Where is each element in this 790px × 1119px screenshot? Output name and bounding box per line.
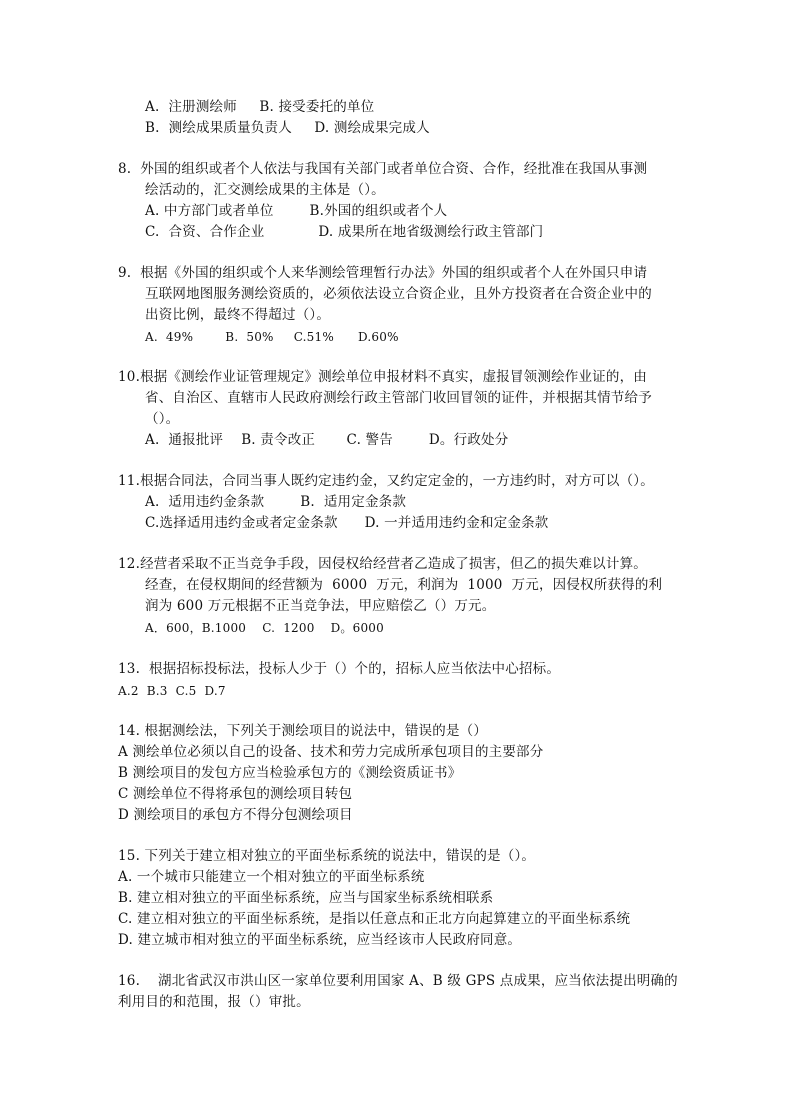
q11-text-line1: 11.根据合同法，合同当事人既约定违约金，又约定定金的，一方违约时，对方可以（）。	[118, 473, 654, 489]
q8-options-cd: C. 合资、合作企业 D. 成果所在地省级测绘行政主管部门	[145, 224, 544, 240]
q15-option-a: A. 一个城市只能建立一个相对独立的平面坐标系统	[118, 869, 425, 885]
q15-text-line1: 15. 下列关于建立相对独立的平面坐标系统的说法中，错误的是（）。	[118, 848, 536, 864]
q8-text-line1: 8. 外国的组织或者个人依法与我国有关部门或者单位合资、合作，经批准在我国从事测	[118, 161, 648, 177]
q14-option-d: D 测绘项目的承包方不得分包测绘项目	[118, 807, 353, 823]
q9-text-line2: 互联网地图服务测绘资质的，必须依法设立合资企业，且外方投资者在合资企业中的	[145, 286, 652, 302]
q8-options-ab: A. 中方部门或者单位 B.外国的组织或者个人	[145, 203, 448, 219]
q11-options-cd: C.选择适用违约金或者定金条款 D. 一并适用违约金和定金条款	[145, 515, 549, 531]
q16-text-line1: 16. 湖北省武汉市洪山区一家单位要利用国家 A、B 级 GPS 点成果，应当依法提出明确的	[118, 973, 678, 989]
q10-text-line3: （）。	[145, 411, 180, 427]
q11-options-ab: A. 适用违约金条款 B. 适用定金条款	[145, 494, 407, 510]
q7-options-ab: A. 注册测绘师 B. 接受委托的单位	[145, 99, 375, 115]
q10-text-line1: 10.根据《测绘作业证管理规定》测绘单位申报材料不真实，虚报冒领测绘作业证的，由	[118, 369, 647, 385]
q7-options-cd: B. 测绘成果质量负责人 D. 测绘成果完成人	[145, 120, 430, 136]
q10-options: A. 通报批评 B. 责令改正 C. 警告 D。行政处分	[145, 432, 509, 448]
q16-text-line2: 利用目的和范围，报（）审批。	[118, 994, 310, 1010]
q14-option-b: B 测绘项目的发包方应当检验承包方的《测绘资质证书》	[118, 765, 462, 781]
q13-text-line1: 13. 根据招标投标法，投标人少于（）个的，招标人应当依法中心招标。	[118, 661, 561, 677]
q15-option-d: D. 建立城市相对独立的平面坐标系统，应当经该市人民政府同意。	[118, 932, 522, 948]
q9-options: A. 49% B. 50% C.51% D.60%	[145, 330, 399, 344]
q14-option-c: C 测绘单位不得将承包的测绘项目转包	[118, 786, 353, 802]
q9-text-line3: 出资比例，最终不得超过（）。	[145, 307, 331, 323]
q14-text-line1: 14. 根据测绘法，下列关于测绘项目的说法中，错误的是（）	[118, 723, 488, 739]
q10-text-line2: 省、自治区、直辖市人民政府测绘行政主管部门收回冒领的证件，并根据其情节给予	[145, 390, 652, 406]
q12-options: A．600，B.1000 C. 1200 D。6000	[145, 621, 384, 635]
q8-text-line2: 绘活动的，汇交测绘成果的主体是（）。	[145, 182, 385, 198]
q12-text-line3: 润为 600 万元根据不正当竞争法，甲应赔偿乙（）万元。	[145, 598, 496, 614]
q12-text-line2: 经查，在侵权期间的经营额为 6000 万元，利润为 1000 万元，因侵权所获得的利	[145, 577, 663, 593]
q9-text-line1: 9. 根据《外国的组织或个人来华测绘管理暂行办法》外国的组织或者个人在外国只申请	[118, 265, 648, 281]
q15-option-b: B. 建立相对独立的平面坐标系统，应当与国家坐标系统相联系	[118, 890, 494, 906]
q12-text-line1: 12.经营者采取不正当竞争手段，因侵权给经营者乙造成了损害，但乙的损失难以计算。	[118, 556, 647, 572]
q15-option-c: C. 建立相对独立的平面坐标系统，是指以任意点和正北方向起算建立的平面坐标系统	[118, 911, 631, 927]
q13-options: A.2 B.3 C.5 D.7	[118, 684, 226, 698]
q14-option-a: A 测绘单位必须以自己的设备、技术和劳力完成所承包项目的主要部分	[118, 744, 544, 760]
